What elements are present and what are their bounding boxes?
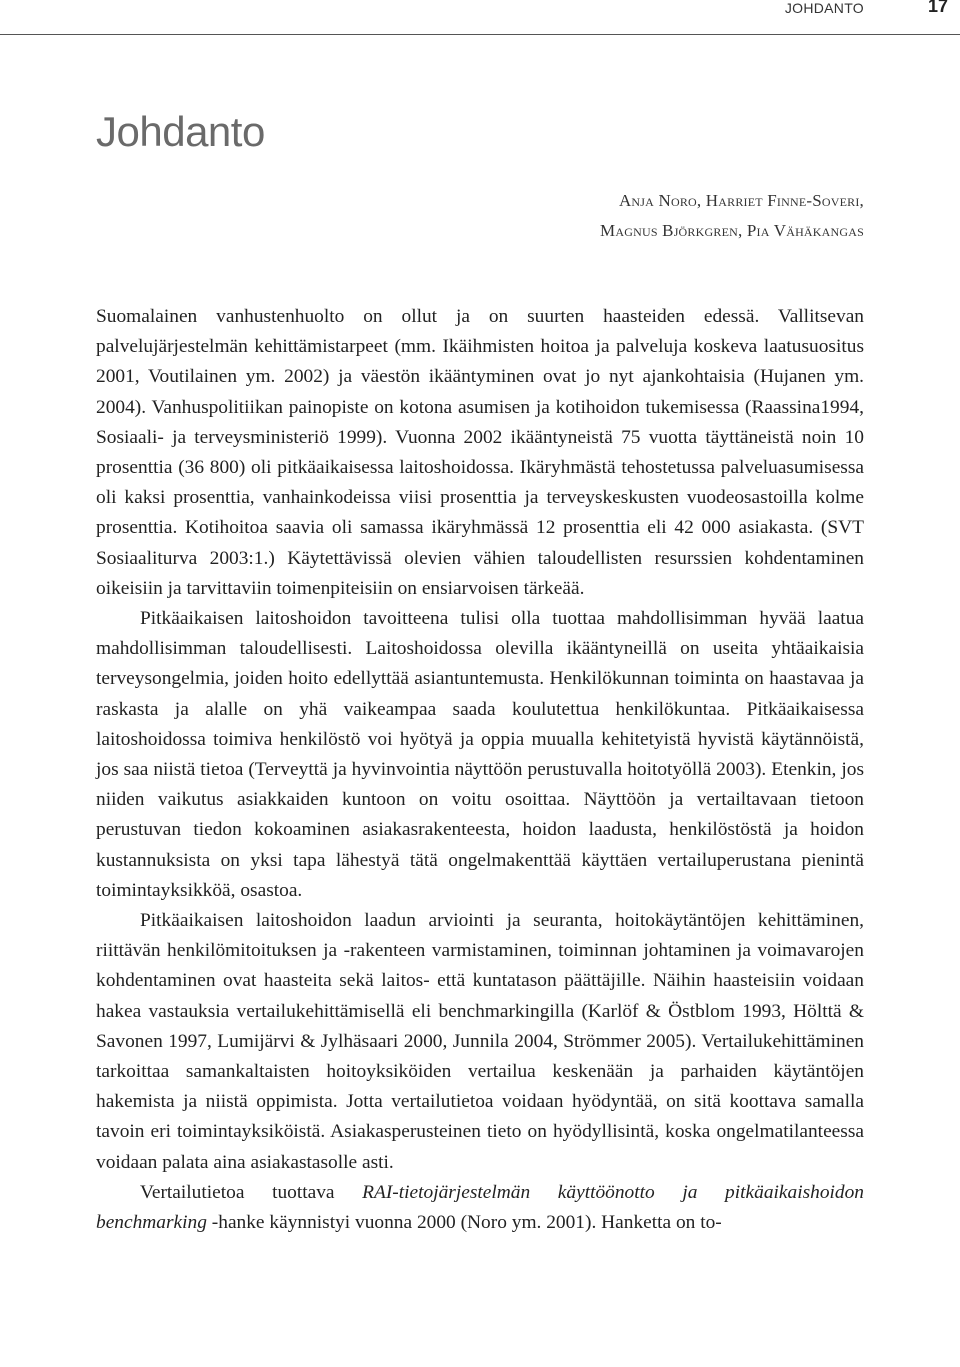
project-title-italic: RAI-tietojärjestelmän käyttöönotto ja pitkäaikaishoidon benchmarking <box>96 1181 864 1234</box>
paragraph-4-end: -hanke käynnistyi vuonna 2000 (Noro ym. 2001). Hanketta on to- <box>206 1212 722 1234</box>
authors-line-1: Anja Noro, Harriet Finne-Soveri, <box>618 191 864 210</box>
paragraph-3: Pitkäaikaisen laitoshoidon laadun arviointi ja seuranta, hoitokäytäntöjen kehittäminen, riittävän henkilömitoituksen ja -rakenteen varmistaminen, toiminnan johtaminen ja voimavarojen kohdentaminen ovat haasteita sekä laitos- että kuntatason päättäjille. Näihin haasteisiin voidaan hakea vastauksia vertailukehittämisellä eli benchmarkingilla (Karlöf & Östblom 1993, Hölttä & Savonen 1997, Lumijärvi & Jylhäsaari 2000, Junnila 2004, Strömmer 2005). Vertailukehittäminen tarkoittaa samankaltaisten hoitoyksiköiden vertailua keskenään ja parhaiden käytäntöjen hakemista ja niistä oppimista. Jotta vertailutietoa voidaan hyödyntää, on sitä koottava samalla tavoin eri toimintayksiköistä. Asiakasperusteinen tieto on hyödyllisintä, koska ongelmatilanteessa voidaan palata aina asiakastasolle asti. <box>96 910 864 1173</box>
author-list <box>600 186 864 246</box>
paragraph-4-start: Vertailutietoa tuottava <box>140 1181 363 1203</box>
running-title: JOHDANTO <box>784 0 864 16</box>
paragraph-1: Suomalainen vanhustenhuolto on ollut ja on suurten haasteiden edessä. Vallitsevan palvelujärjestelmän kehittämistarpeet (mm. Ikäihmisten hoitoa ja palveluja koskeva laatusuositus 2001, Voutilainen ym. 2002) ja väestön ikääntyminen ovat jo nyt ajankohtaisia (Hujanen ym. 2004). Vanhuspolitiikan painopiste on kotona asumisen ja kotihoidon tukemisessa (Raassina1994, Sosiaali- ja terveysministeriö 1999). Vuonna 2002 ikääntyneistä 75 vuotta täyttäneistä noin 10 prosenttia (36 800) oli pitkäaikaisessa laitoshoidossa. Ikäryhmästä tehostetussa palveluasumisessa oli kaksi prosenttia, vanhainkodeissa viisi prosenttia ja terveyskeskusten vuodeosastoilla kolme prosenttia. Kotihoitoa saavia oli samassa ikäryhmässä 12 prosenttia eli 42 000 asiakasta. (SVT Sosiaaliturva 2003:1.) Käytettävissä olevien vähien taloudellisten resurssien kohdentaminen oikeisiin ja tarvittaviin toimenpiteisiin on ensiarvoisen tärkeää. <box>96 306 864 599</box>
running-header <box>0 0 960 35</box>
authors-line-2: Magnus Björkgren, Pia Vähäkangas <box>600 221 864 240</box>
body-text <box>96 302 864 1238</box>
paragraph-2: Pitkäaikaisen laitoshoidon tavoitteena tulisi olla tuottaa mahdollisimman hyvää laatua mahdollisimman taloudellisesti. Laitoshoidossa olevilla ikääntyneillä on useita yhtäaikaisia terveysongelmia, joiden hoito edellyttää asiantuntemusta. Henkilökunnan toiminta on haastavaa ja raskasta ja alalle on yhä vaikeampaa saada koulutettua henkilökuntaa. Pitkäaikaisessa laitoshoidossa toimiva henkilöstö voi hyötyä ja oppia muualla kehitetyistä hyvistä käytännöistä, jos saa niistä tietoa (Terveyttä ja hyvinvointia näyttöön perustuvalla hoitotyöllä 2003). Etenkin, jos niiden vaikutus asiakkaiden kuntoon on voitu osoittaa. Näyttöön ja vertailtavaan tietoon perustuvan tiedon kokoaminen asiakasrakenteesta, hoidon laadusta, henkilöstöstä ja hoidon kustannuksista on yksi tapa lähestyä tätä ongelmakenttää käyttäen vertailuperustana pienintä toimintayksikköä, osastoa. <box>96 608 864 901</box>
paragraph-4 <box>96 1178 864 1238</box>
chapter-title: Johdanto <box>96 108 265 155</box>
page-number: 17 <box>927 0 948 16</box>
